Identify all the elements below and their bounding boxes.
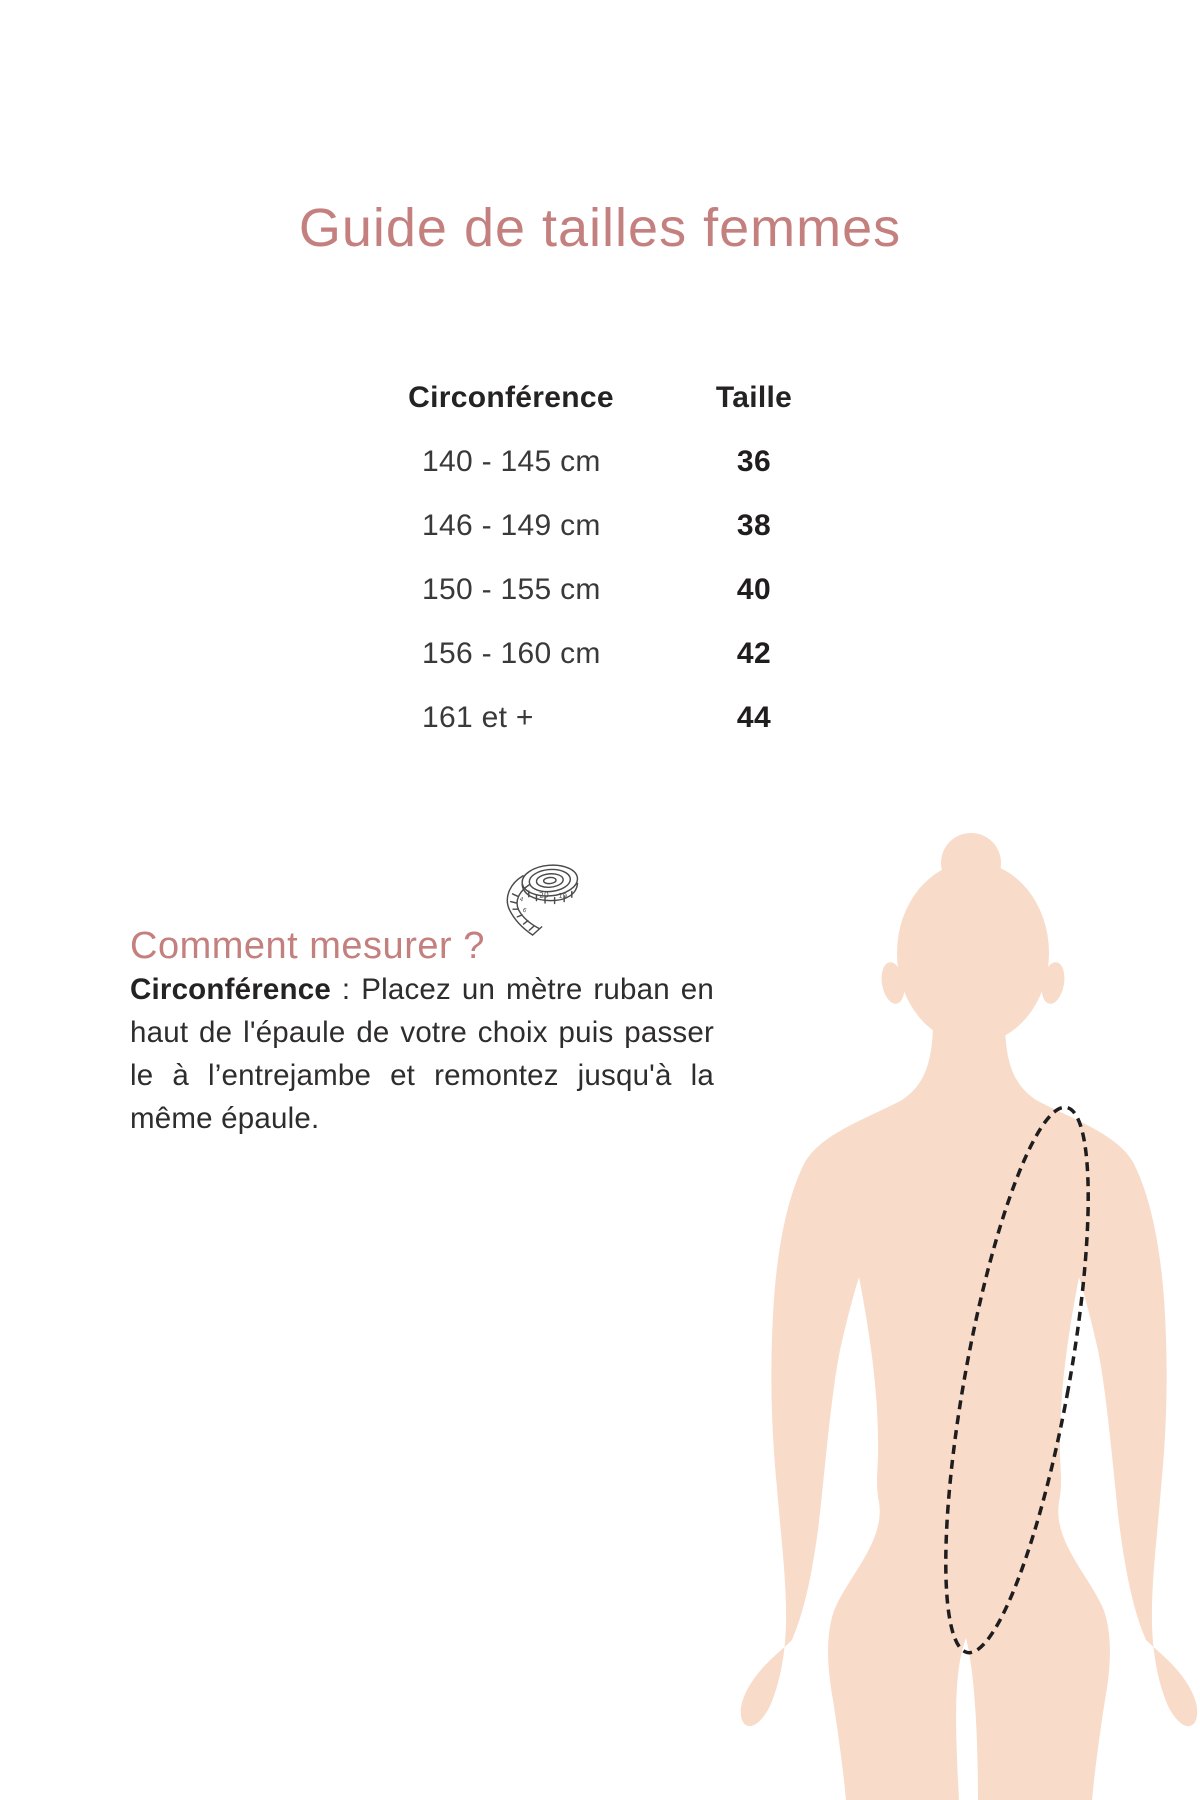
svg-text:19: 19: [558, 891, 568, 901]
circumference-value: 161 et +: [422, 701, 534, 734]
size-value: 42: [736, 637, 772, 670]
size-table: [372, 366, 858, 750]
tape-measure-icon: [503, 856, 589, 950]
column-header-circumference: Circonférence: [408, 381, 614, 414]
page-title: Guide de tailles femmes: [298, 198, 902, 259]
size-value: 40: [736, 573, 772, 606]
column-header-size: Taille: [715, 381, 793, 414]
circumference-value: 140 - 145 cm: [422, 445, 601, 478]
measure-term: Circonférence: [130, 973, 331, 1006]
circumference-value: 146 - 149 cm: [422, 509, 601, 542]
measure-section-heading: Comment mesurer ?: [130, 924, 485, 967]
female-body-silhouette: [680, 700, 1200, 1800]
head: [897, 862, 1049, 1044]
circumference-value: 156 - 160 cm: [422, 637, 601, 670]
size-value: 44: [736, 701, 772, 734]
measure-instructions: : Placez un mètre ruban en haut de l'épaule de votre choix puis passer le à l’entrejambe et remontez jusqu'à la même épaule.: [130, 973, 714, 1135]
svg-text:20: 20: [538, 890, 550, 900]
svg-text:4: 4: [518, 896, 524, 904]
circumference-value: 150 - 155 cm: [422, 573, 601, 606]
size-value: 36: [736, 445, 772, 478]
size-value: 38: [736, 509, 772, 542]
measure-paragraph: [130, 968, 714, 1140]
svg-text:6: 6: [521, 907, 528, 915]
